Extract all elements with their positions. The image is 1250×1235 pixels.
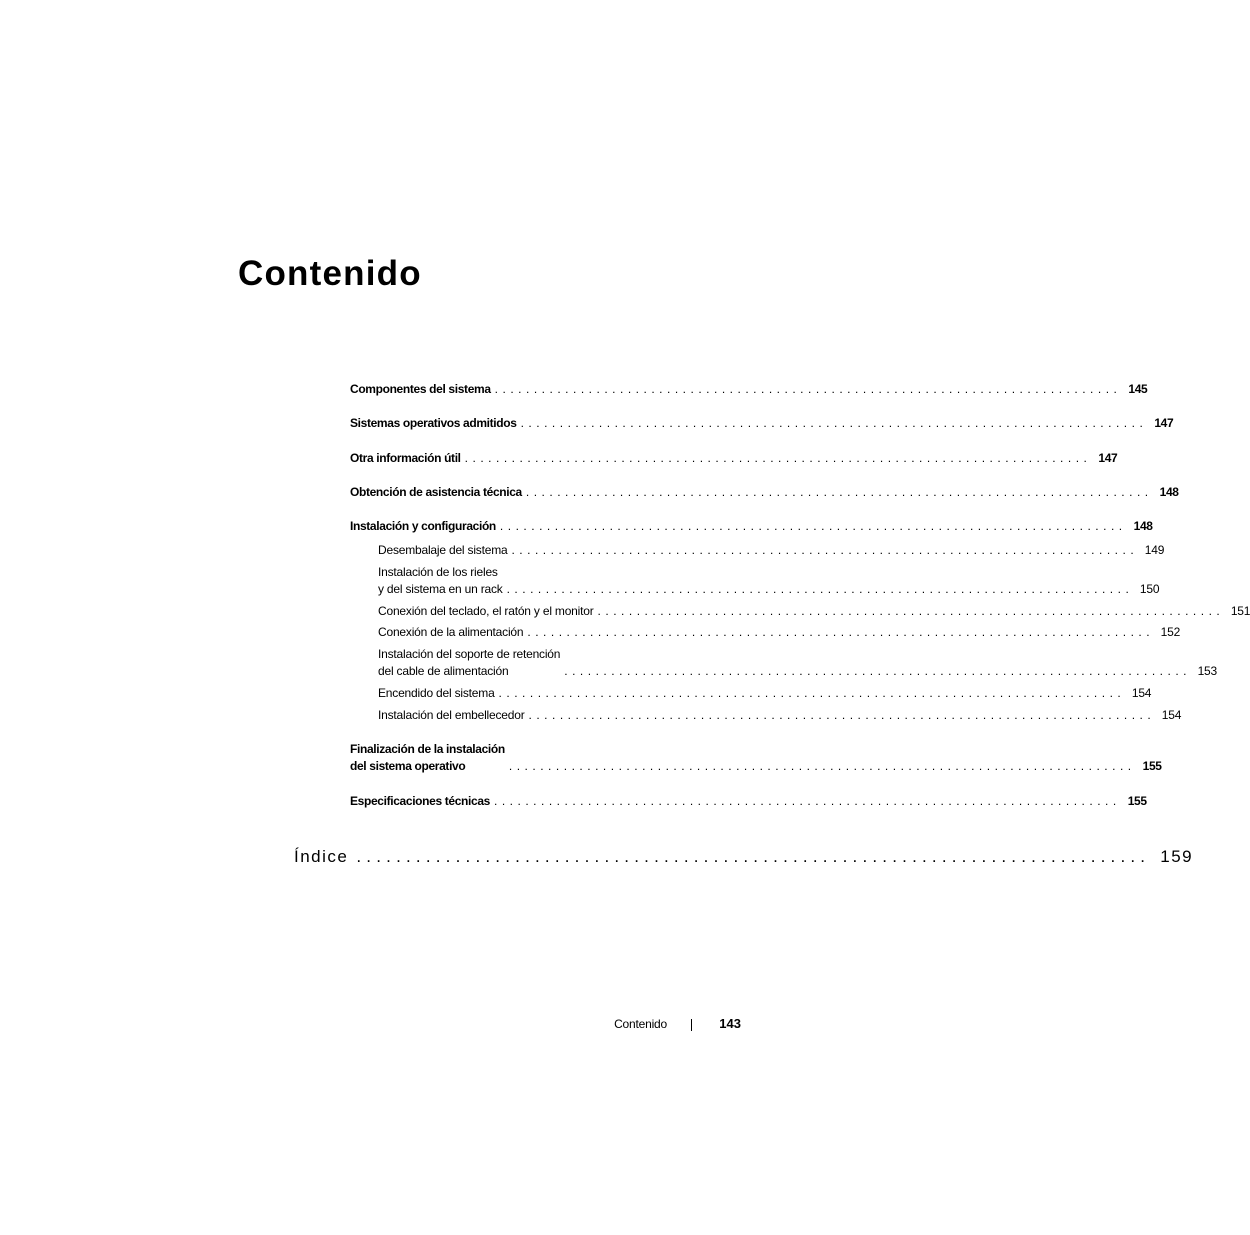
toc-entry-line: Componentes del sistema xyxy=(350,382,491,396)
toc-entry[interactable] xyxy=(350,741,1162,775)
toc-entry-line: Obtención de asistencia técnica xyxy=(350,485,522,499)
footer-separator xyxy=(691,1019,692,1031)
toc-page-number: 155 xyxy=(1127,794,1147,808)
dot-leader: ................................................................................ xyxy=(498,686,1126,700)
toc-entry-line: Encendido del sistema xyxy=(378,686,495,700)
toc-entry-line: y del sistema en un rack xyxy=(378,582,503,596)
index-page-number: 159 xyxy=(1160,847,1194,866)
toc-subentry[interactable] xyxy=(378,685,1152,702)
page-title: Contenido xyxy=(238,254,422,293)
dot-leader: ................................................................................ xyxy=(508,759,1136,773)
toc-page-number: 145 xyxy=(1128,382,1148,396)
dot-leader: ................................................................................ xyxy=(511,543,1139,557)
toc-page-number: 147 xyxy=(1154,416,1174,430)
toc-entry-title xyxy=(350,518,496,535)
toc-entry-line: Sistemas operativos admitidos xyxy=(350,416,517,430)
toc-entry-line: Instalación del embellecedor xyxy=(378,708,525,722)
toc-page-number: 147 xyxy=(1098,451,1118,465)
toc-entry-line: del cable de alimentación xyxy=(378,664,509,678)
toc-page-number: 148 xyxy=(1159,485,1179,499)
dot-leader: ................................................................................ xyxy=(528,708,1156,722)
toc-subentry[interactable] xyxy=(378,603,1250,620)
dot-leader: ................................................................................ xyxy=(525,485,1153,499)
toc-subentry[interactable] xyxy=(378,646,1217,680)
toc-entry-line: Otra información útil xyxy=(350,451,461,465)
toc-entry-line: Instalación y configuración xyxy=(350,519,496,533)
dot-leader: ................................................................................ xyxy=(356,847,1151,866)
footer-page-number: 143 xyxy=(719,1016,741,1031)
toc-entry-title xyxy=(350,741,505,775)
toc-page-number: 151 xyxy=(1230,604,1250,618)
toc-entry-title xyxy=(378,624,523,641)
toc-entry[interactable] xyxy=(350,415,1174,432)
toc-entry-line: Desembalaje del sistema xyxy=(378,543,508,557)
index-entry[interactable] xyxy=(294,846,1194,868)
footer-label: Contenido xyxy=(614,1017,667,1031)
dot-leader: ................................................................................ xyxy=(564,664,1191,678)
toc-entry-line: Instalación del soporte de retención xyxy=(378,647,561,661)
dot-leader: ................................................................................ xyxy=(527,625,1155,639)
toc-entry-title xyxy=(350,484,522,501)
toc-page-number: 152 xyxy=(1160,625,1181,639)
toc-subentry[interactable] xyxy=(378,542,1165,559)
dot-leader: ................................................................................ xyxy=(499,519,1127,533)
toc-subentry[interactable] xyxy=(378,564,1160,598)
toc-entry[interactable] xyxy=(350,484,1179,501)
toc-entry-title xyxy=(350,450,461,467)
toc-entry[interactable] xyxy=(350,450,1118,467)
toc-entry-line: del sistema operativo xyxy=(350,759,466,773)
toc-entry-line: Especificaciones técnicas xyxy=(350,794,490,808)
toc-entry-title xyxy=(378,685,495,702)
toc-subentry[interactable] xyxy=(378,624,1181,641)
dot-leader: ................................................................................ xyxy=(506,582,1134,596)
dot-leader: ................................................................................ xyxy=(597,604,1225,618)
toc-page-number: 154 xyxy=(1161,708,1182,722)
toc-entry-title xyxy=(350,381,491,398)
toc-entry-title xyxy=(378,542,507,559)
toc-entry-line: Conexión de la alimentación xyxy=(378,625,524,639)
toc-page-number: 149 xyxy=(1144,543,1165,557)
dot-leader: ................................................................................ xyxy=(494,794,1121,808)
toc-page-number: 154 xyxy=(1131,686,1152,700)
dot-leader: ................................................................................ xyxy=(464,451,1092,465)
toc-page-number: 155 xyxy=(1142,759,1162,773)
toc-entry[interactable] xyxy=(350,381,1148,398)
toc-entry-title xyxy=(378,564,503,598)
toc-page-number: 150 xyxy=(1139,582,1160,596)
toc-entry-title xyxy=(378,646,560,680)
index-label: Índice xyxy=(294,847,349,866)
toc-entry[interactable] xyxy=(350,793,1147,810)
toc-entry-title xyxy=(378,707,525,724)
toc-entry-title xyxy=(350,793,490,810)
dot-leader: ................................................................................ xyxy=(520,416,1148,430)
toc-entry[interactable] xyxy=(350,518,1153,535)
toc-entry-line: Instalación de los rieles xyxy=(378,565,498,579)
toc-entry-title xyxy=(350,415,517,432)
dot-leader: ................................................................................ xyxy=(494,382,1122,396)
toc-page-number: 148 xyxy=(1133,519,1153,533)
toc-entry-line: Finalización de la instalación xyxy=(350,742,505,756)
page-footer xyxy=(0,1015,954,1035)
toc-subentry[interactable] xyxy=(378,707,1182,724)
toc-entry-title xyxy=(378,603,594,620)
toc-entry-line: Conexión del teclado, el ratón y el monitor xyxy=(378,604,594,618)
toc-page-number: 153 xyxy=(1197,664,1217,678)
